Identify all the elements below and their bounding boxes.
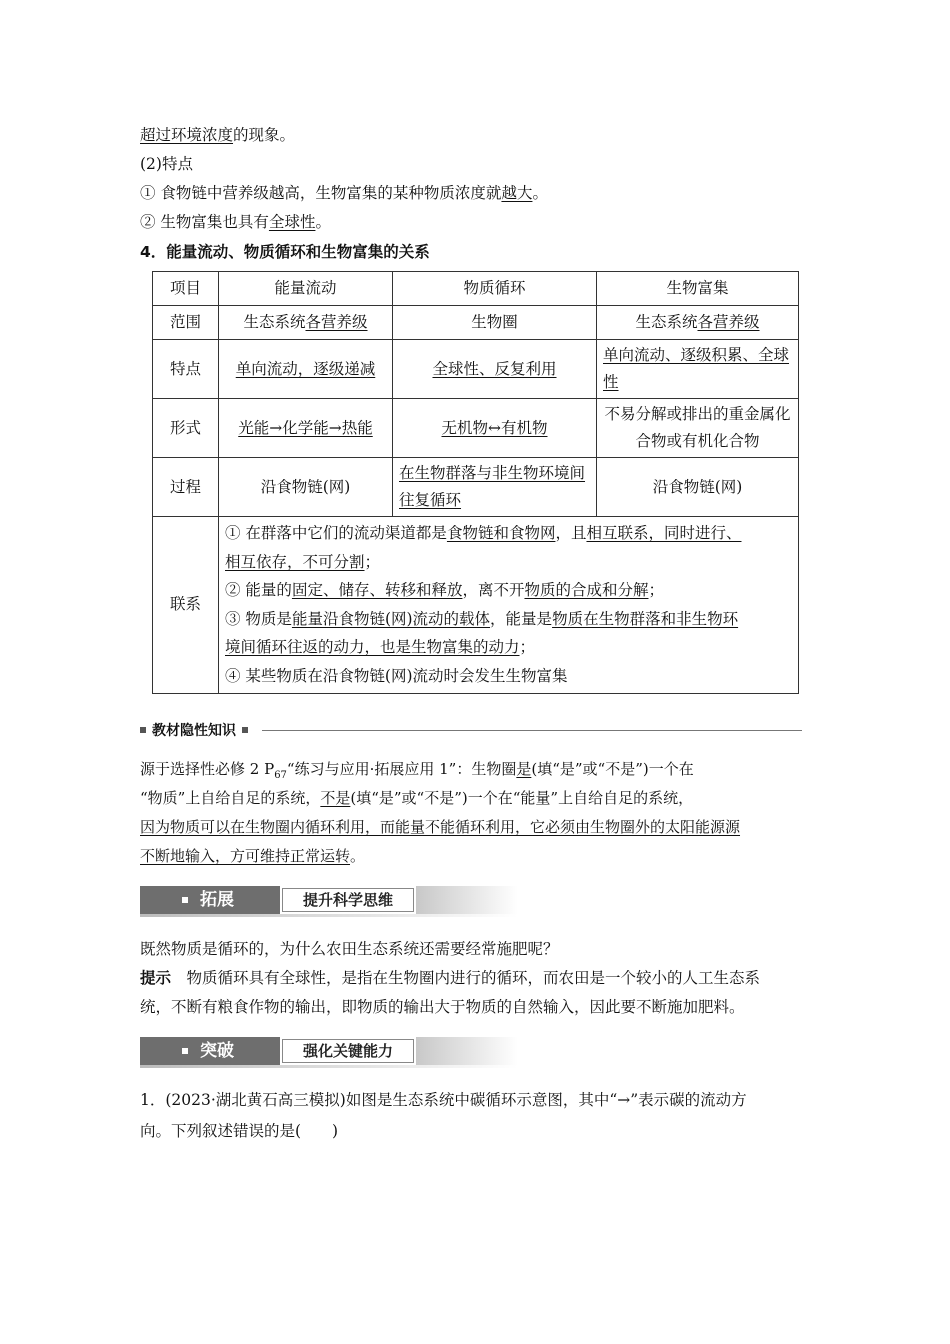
table-cell: 无机物↔有机物 — [393, 399, 597, 458]
text-line: 不断地输入，方可维持正常运转。 — [140, 847, 366, 865]
exercise-line: 向。下列叙述错误的是( ) — [140, 1122, 339, 1140]
row-label: 联系 — [153, 517, 219, 694]
text-line: ① 食物链中营养级越高，生物富集的某种物质浓度就越大。 — [140, 184, 548, 202]
table-header: 物质循环 — [393, 272, 597, 306]
table-cell: 不易分解或排出的重金属化合物或有机化合物 — [597, 399, 799, 458]
table-cell: 沿食物链(网) — [219, 458, 393, 517]
section-banner-breakthrough: 突破 强化关键能力 — [140, 1037, 518, 1065]
table-header: 能量流动 — [219, 272, 393, 306]
relation-table — [152, 271, 799, 694]
row-label: 特点 — [153, 340, 219, 399]
section-banner-extension: 拓展 提升科学思维 — [140, 886, 518, 914]
table-row — [153, 399, 799, 458]
square-icon — [182, 897, 188, 903]
table-cell: 全球性、反复利用 — [393, 340, 597, 399]
table-cell: 沿食物链(网) — [597, 458, 799, 517]
table-row — [153, 458, 799, 517]
table-header: 项目 — [153, 272, 219, 306]
hidden-knowledge-title: 教材隐性知识 — [140, 720, 248, 740]
table-cell: 生态系统各营养级 — [597, 306, 799, 340]
table-cell: 光能→化学能→热能 — [219, 399, 393, 458]
table-cell: 生物圈 — [393, 306, 597, 340]
subheading-features: (2)特点 — [140, 155, 193, 173]
table-cell: 生态系统各营养级 — [219, 306, 393, 340]
table-row — [153, 306, 799, 340]
text-line: 因为物质可以在生物圈内循环利用，而能量不能循环利用，它必须由生物圈外的太阳能源源 — [140, 818, 741, 836]
row-label: 过程 — [153, 458, 219, 517]
square-icon — [182, 1048, 188, 1054]
tip-line: 提示 物质循环具有全球性，是指在生物圈内进行的循环，而农田是一个较小的人工生态系 — [140, 969, 761, 987]
text-line: “物质”上自给自足的系统，不是(填“是”或“不是”)一个在“能量”上自给自足的系统， — [140, 789, 694, 807]
text-line: 源于选择性必修 2 $P_{67}“$练习与应用·拓展应用 1”：生物圈是(填“是”或“不是”)一个在 — [140, 760, 694, 781]
table-row — [153, 340, 799, 399]
question: 既然物质是循环的，为什么农田生态系统还需要经常施肥呢？ — [140, 940, 559, 958]
section-heading: 4．能量流动、物质循环和生物富集的关系 — [140, 243, 430, 261]
text-line: ② 生物富集也具有全球性。 — [140, 213, 331, 231]
table-cell: 单向流动、逐级积累、全球性 — [597, 340, 799, 399]
table-row — [153, 517, 799, 694]
divider — [262, 730, 802, 731]
text-line: 超过环境浓度的现象。 — [140, 126, 296, 144]
table-cell: 在生物群落与非生物环境间往复循环 — [393, 458, 597, 517]
square-icon — [140, 727, 146, 733]
relation-cell: ① 在群落中它们的流动渠道都是食物链和食物网，且相互联系，同时进行、 相互依存，不可分割； ② 能量的固定、储存、转移和释放，离不开物质的合成和分解； ③ 物质是能量沿食物链(网)流动的载体，能量是物质在生物群落和非生物环 境间循环往返的动力，也是生物富集的动力； ④ 某些物质在沿食物链(网)流动时会发生生物富集 — [219, 517, 799, 694]
table-cell: 单向流动，逐级递减 — [219, 340, 393, 399]
table-header: 生物富集 — [597, 272, 799, 306]
exercise-line: 1．(2023·湖北黄石高三模拟)如图是生态系统中碳循环示意图，其中“→”表示碳的流动方 — [140, 1091, 747, 1109]
table-row — [153, 272, 799, 306]
row-label: 范围 — [153, 306, 219, 340]
tip-line: 统，不断有粮食作物的输出，即物质的输出大于物质的自然输入，因此要不断施加肥料。 — [140, 998, 745, 1016]
square-icon — [242, 727, 248, 733]
row-label: 形式 — [153, 399, 219, 458]
